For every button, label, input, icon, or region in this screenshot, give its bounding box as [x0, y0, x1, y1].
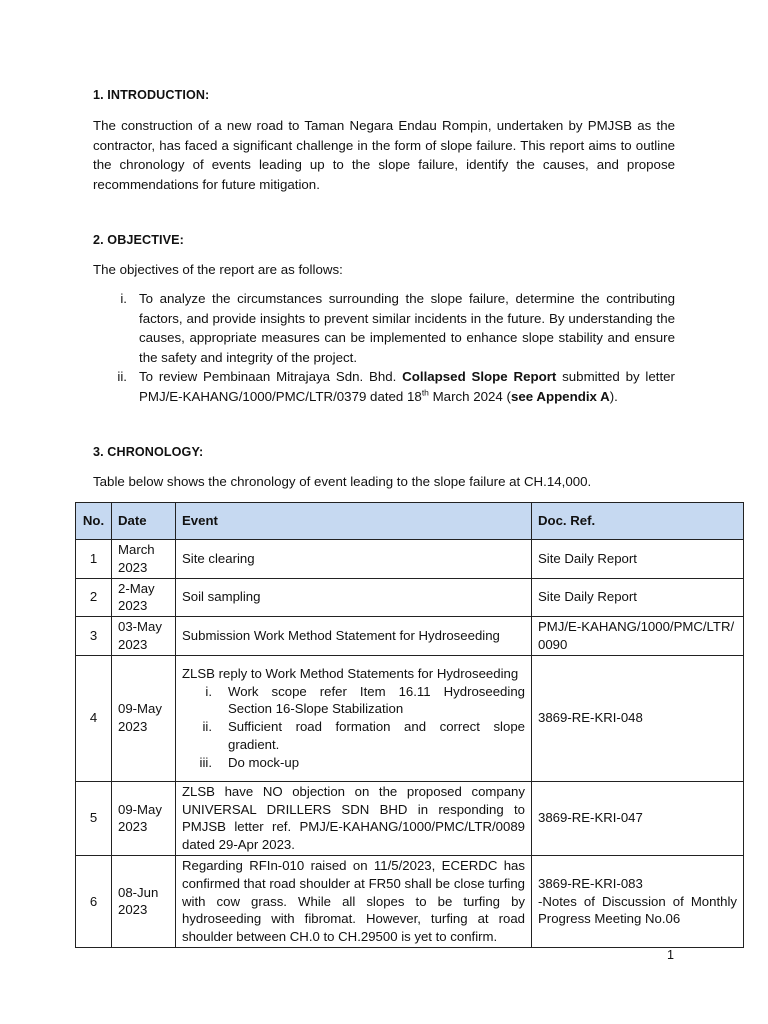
header-no: No.	[76, 503, 112, 540]
row-no: 3	[76, 617, 112, 656]
intro-paragraph: The construction of a new road to Taman Negara Endau Rompin, undertaken by PMJSB as the contractor, has faced a significant challenge in the form of slope failure. This report aims to outline the chronology of events leading up to the slope failure, identify the causes, and propose recommendations for future mitigation.	[93, 118, 675, 192]
row-event: Submission Work Method Statement for Hydroseeding	[176, 617, 532, 656]
ref-line: -Notes of Discussion of Monthly Progress Meeting No.06	[538, 893, 737, 927]
row-ref: Site Daily Report	[532, 540, 744, 579]
table-row	[76, 855, 744, 947]
row-event	[176, 655, 532, 781]
row-no: 2	[76, 578, 112, 617]
table-row	[76, 540, 744, 579]
page-number: 1	[667, 948, 675, 962]
header-date: Date	[112, 503, 176, 540]
row-event: ZLSB have NO objection on the proposed company UNIVERSAL DRILLERS SDN BHD in responding to PMJSB letter ref. PMJ/E-KAHANG/1000/PMC/LTR/0089 dated 29-Apr 2023.	[176, 781, 532, 855]
row-no: 5	[76, 781, 112, 855]
list-text: To review Pembinaan Mitrajaya Sdn. Bhd. Collapsed Slope Report submitted by letter PMJ/E-KAHANG/1000/PMC/LTR/0379 dated 18th March 2024 (see Appendix A).	[139, 369, 675, 404]
chronology-table	[75, 502, 744, 948]
row-date: March 2023	[112, 540, 176, 579]
objective-heading: 2. OBJECTIVE:	[93, 233, 184, 247]
ref-line: 3869-RE-KRI-083	[538, 875, 643, 891]
chronology-heading: 3. CHRONOLOGY:	[93, 445, 204, 459]
table-row	[76, 617, 744, 656]
event-subitem: ii. Sufficient road formation and correct slope gradient.	[202, 719, 525, 753]
row-no: 6	[76, 855, 112, 947]
row-ref: Site Daily Report	[532, 578, 744, 617]
chronology-lead: Table below shows the chronology of event leading to the slope failure at CH.14,000.	[93, 474, 592, 489]
intro-heading: 1. INTRODUCTION:	[93, 88, 210, 102]
row-no: 4	[76, 655, 112, 781]
row-ref	[532, 855, 744, 947]
row-event: Regarding RFIn-010 raised on 11/5/2023, ECERDC has confirmed that road shoulder at FR50 shall be close turfing with cow grass. While all slopes to be turfing by hydroseeding with fibromat. However, turfing at road shoulder between CH.0 to CH.29500 is yet to confirm.	[176, 855, 532, 947]
table-row	[76, 781, 744, 855]
event-subitem: i. Work scope refer Item 16.11 Hydroseeding Section 16-Slope Stabilization	[205, 683, 525, 717]
header-event: Event	[176, 503, 532, 540]
row-date: 09-May 2023	[112, 781, 176, 855]
row-no: 1	[76, 540, 112, 579]
row-date: 2-May 2023	[112, 578, 176, 617]
row-ref: 3869-RE-KRI-047	[532, 781, 744, 855]
table-row	[76, 578, 744, 617]
row-date: 08-Jun 2023	[112, 855, 176, 947]
table-row	[76, 655, 744, 781]
objective-lead: The objectives of the report are as follows:	[93, 262, 343, 277]
list-number: ii.	[117, 369, 127, 384]
row-event: Site clearing	[176, 540, 532, 579]
row-ref: 3869-RE-KRI-048	[532, 655, 744, 781]
table-header-row	[76, 503, 744, 540]
event-text: ZLSB reply to Work Method Statements for Hydroseeding	[182, 665, 519, 681]
row-ref: PMJ/E-KAHANG/1000/PMC/LTR/0090	[532, 617, 744, 656]
list-number: i.	[120, 291, 127, 306]
header-ref: Doc. Ref.	[532, 503, 744, 540]
row-event: Soil sampling	[176, 578, 532, 617]
row-date: 03-May 2023	[112, 617, 176, 656]
event-subitem: iii. Do mock-up	[199, 754, 300, 770]
row-date: 09-May 2023	[112, 655, 176, 781]
list-text: To analyze the circumstances surrounding the slope failure, determine the contributing factors, and provide insights to prevent similar incidents in the future. By understanding the causes, appropriate measures can be implemented to enhance slope stability and ensure the safety and integrity of the project.	[139, 291, 675, 365]
